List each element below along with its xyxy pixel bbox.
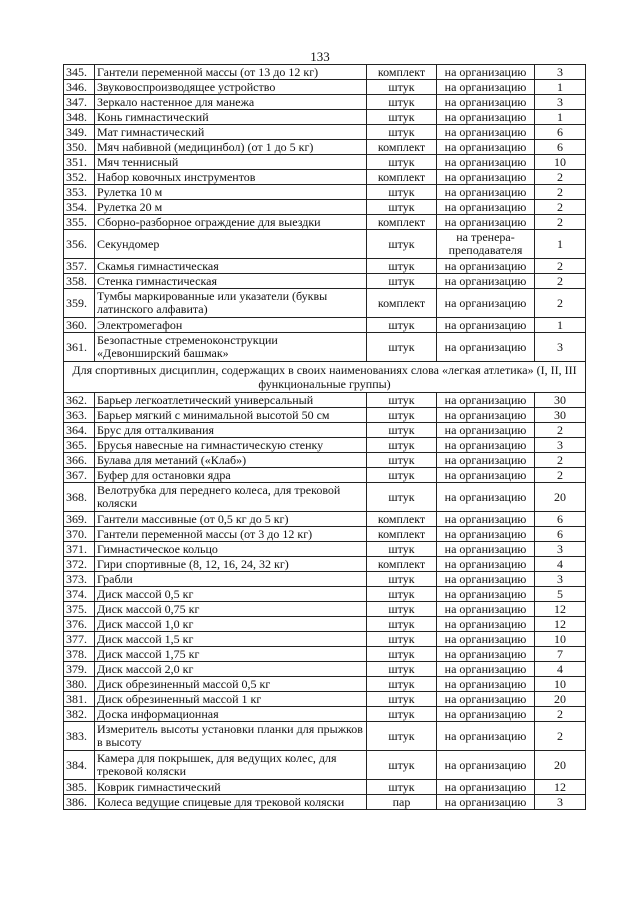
item-name-cell: Зеркало настенное для манежа (95, 95, 367, 110)
table-row (64, 707, 586, 722)
quantity-cell: 12 (535, 617, 586, 632)
quantity-cell: 2 (535, 453, 586, 468)
allocation-cell: на организацию (437, 140, 535, 155)
table-row (64, 512, 586, 527)
quantity-cell: 1 (535, 318, 586, 333)
table-row (64, 647, 586, 662)
table-row (64, 200, 586, 215)
item-name-cell: Гири спортивные (8, 12, 16, 24, 32 кг) (95, 557, 367, 572)
allocation-cell: на организацию (437, 557, 535, 572)
quantity-cell: 30 (535, 408, 586, 423)
allocation-cell: на организацию (437, 170, 535, 185)
quantity-cell: 10 (535, 632, 586, 647)
row-number-cell: 373. (64, 572, 95, 587)
allocation-cell: на организацию (437, 200, 535, 215)
item-name-cell: Мат гимнастический (95, 125, 367, 140)
quantity-cell: 2 (535, 707, 586, 722)
allocation-cell: на организацию (437, 780, 535, 795)
quantity-cell: 3 (535, 795, 586, 810)
allocation-cell: на организацию (437, 215, 535, 230)
table-row (64, 483, 586, 512)
table-row (64, 289, 586, 318)
unit-cell: штук (367, 333, 437, 362)
unit-cell: штук (367, 259, 437, 274)
unit-cell: штук (367, 80, 437, 95)
item-name-cell: Диск массой 0,5 кг (95, 587, 367, 602)
unit-cell: штук (367, 468, 437, 483)
row-number-cell: 353. (64, 185, 95, 200)
table-row (64, 632, 586, 647)
unit-cell: комплект (367, 140, 437, 155)
item-name-cell: Измеритель высоты установки планки для прыжков в высоту (95, 722, 367, 751)
item-name-cell: Тумбы маркированные или указатели (буквы латинского алфавита) (95, 289, 367, 318)
allocation-cell: на организацию (437, 95, 535, 110)
allocation-cell: на организацию (437, 795, 535, 810)
item-name-cell: Рулетка 20 м (95, 200, 367, 215)
table-row (64, 230, 586, 259)
allocation-cell: на организацию (437, 483, 535, 512)
row-number-cell: 350. (64, 140, 95, 155)
item-name-cell: Набор ковочных инструментов (95, 170, 367, 185)
allocation-cell: на организацию (437, 572, 535, 587)
table-body-a (64, 65, 586, 362)
item-name-cell: Доска информационная (95, 707, 367, 722)
allocation-cell: на организацию (437, 408, 535, 423)
quantity-cell: 2 (535, 423, 586, 438)
item-name-cell: Безопастные стременоконструкции «Девонширский башмак» (95, 333, 367, 362)
allocation-cell: на организацию (437, 438, 535, 453)
unit-cell: штук (367, 617, 437, 632)
row-number-cell: 368. (64, 483, 95, 512)
quantity-cell: 2 (535, 468, 586, 483)
row-number-cell: 374. (64, 587, 95, 602)
unit-cell: штук (367, 662, 437, 677)
row-number-cell: 345. (64, 65, 95, 80)
quantity-cell: 2 (535, 185, 586, 200)
allocation-cell: на организацию (437, 632, 535, 647)
unit-cell: штук (367, 95, 437, 110)
table-row (64, 274, 586, 289)
unit-cell: комплект (367, 527, 437, 542)
row-number-cell: 372. (64, 557, 95, 572)
item-name-cell: Стенка гимнастическая (95, 274, 367, 289)
table-row (64, 527, 586, 542)
item-name-cell: Конь гимнастический (95, 110, 367, 125)
unit-cell: штук (367, 185, 437, 200)
item-name-cell: Диск массой 2,0 кг (95, 662, 367, 677)
row-number-cell: 355. (64, 215, 95, 230)
quantity-cell: 6 (535, 512, 586, 527)
row-number-cell: 348. (64, 110, 95, 125)
quantity-cell: 2 (535, 722, 586, 751)
row-number-cell: 364. (64, 423, 95, 438)
row-number-cell: 370. (64, 527, 95, 542)
table-row (64, 780, 586, 795)
unit-cell: штук (367, 722, 437, 751)
unit-cell: штук (367, 587, 437, 602)
table-row (64, 155, 586, 170)
quantity-cell: 2 (535, 274, 586, 289)
row-number-cell: 385. (64, 780, 95, 795)
row-number-cell: 378. (64, 647, 95, 662)
table-row (64, 677, 586, 692)
row-number-cell: 354. (64, 200, 95, 215)
section-header-body (64, 362, 586, 393)
allocation-cell: на организацию (437, 274, 535, 289)
allocation-cell: на организацию (437, 155, 535, 170)
unit-cell: штук (367, 453, 437, 468)
quantity-cell: 4 (535, 662, 586, 677)
unit-cell: штук (367, 483, 437, 512)
item-name-cell: Диск обрезиненный массой 0,5 кг (95, 677, 367, 692)
allocation-cell: на организацию (437, 647, 535, 662)
table-row (64, 393, 586, 408)
unit-cell: штук (367, 780, 437, 795)
row-number-cell: 357. (64, 259, 95, 274)
item-name-cell: Барьер мягкий с минимальной высотой 50 см (95, 408, 367, 423)
allocation-cell: на организацию (437, 722, 535, 751)
unit-cell: штук (367, 110, 437, 125)
quantity-cell: 2 (535, 289, 586, 318)
item-name-cell: Секундомер (95, 230, 367, 259)
quantity-cell: 2 (535, 259, 586, 274)
allocation-cell: на организацию (437, 110, 535, 125)
table-row (64, 662, 586, 677)
row-number-cell: 386. (64, 795, 95, 810)
quantity-cell: 6 (535, 125, 586, 140)
allocation-cell: на организацию (437, 185, 535, 200)
allocation-cell: на организацию (437, 662, 535, 677)
item-name-cell: Велотрубка для переднего колеса, для трековой коляски (95, 483, 367, 512)
allocation-cell: на организацию (437, 259, 535, 274)
row-number-cell: 359. (64, 289, 95, 318)
unit-cell: пар (367, 795, 437, 810)
row-number-cell: 361. (64, 333, 95, 362)
table-row (64, 453, 586, 468)
quantity-cell: 4 (535, 557, 586, 572)
quantity-cell: 3 (535, 95, 586, 110)
row-number-cell: 349. (64, 125, 95, 140)
allocation-cell: на организацию (437, 692, 535, 707)
item-name-cell: Булава для метаний («Клаб») (95, 453, 367, 468)
allocation-cell: на организацию (437, 602, 535, 617)
item-name-cell: Скамья гимнастическая (95, 259, 367, 274)
row-number-cell: 365. (64, 438, 95, 453)
table-row (64, 170, 586, 185)
quantity-cell: 1 (535, 110, 586, 125)
quantity-cell: 30 (535, 393, 586, 408)
quantity-cell: 20 (535, 483, 586, 512)
table-row (64, 572, 586, 587)
allocation-cell: на организацию (437, 393, 535, 408)
allocation-cell: на организацию (437, 65, 535, 80)
unit-cell: штук (367, 707, 437, 722)
unit-cell: штук (367, 318, 437, 333)
table-row (64, 722, 586, 751)
row-number-cell: 363. (64, 408, 95, 423)
item-name-cell: Диск массой 1,75 кг (95, 647, 367, 662)
table-row (64, 140, 586, 155)
unit-cell: штук (367, 274, 437, 289)
row-number-cell: 352. (64, 170, 95, 185)
unit-cell: комплект (367, 170, 437, 185)
allocation-cell: на организацию (437, 542, 535, 557)
unit-cell: комплект (367, 289, 437, 318)
table-row (64, 617, 586, 632)
item-name-cell: Колеса ведущие спицевые для трековой коляски (95, 795, 367, 810)
table-row (64, 602, 586, 617)
quantity-cell: 1 (535, 80, 586, 95)
row-number-cell: 347. (64, 95, 95, 110)
table-row (64, 438, 586, 453)
quantity-cell: 2 (535, 200, 586, 215)
equipment-table (63, 64, 586, 810)
table-row (64, 542, 586, 557)
page-number: 133 (310, 49, 330, 64)
unit-cell: комплект (367, 215, 437, 230)
table-row (64, 692, 586, 707)
row-number-cell: 383. (64, 722, 95, 751)
unit-cell: штук (367, 155, 437, 170)
table-row (64, 259, 586, 274)
allocation-cell: на организацию (437, 707, 535, 722)
item-name-cell: Гантели массивные (от 0,5 кг до 5 кг) (95, 512, 367, 527)
item-name-cell: Гантели переменной массы (от 3 до 12 кг) (95, 527, 367, 542)
allocation-cell: на организацию (437, 677, 535, 692)
row-number-cell: 379. (64, 662, 95, 677)
allocation-cell: на организацию (437, 751, 535, 780)
item-name-cell: Гантели переменной массы (от 13 до 12 кг) (95, 65, 367, 80)
row-number-cell: 371. (64, 542, 95, 557)
table-row (64, 215, 586, 230)
unit-cell: комплект (367, 512, 437, 527)
table-row (64, 423, 586, 438)
allocation-cell: на организацию (437, 453, 535, 468)
row-number-cell: 376. (64, 617, 95, 632)
item-name-cell: Мяч теннисный (95, 155, 367, 170)
row-number-cell: 382. (64, 707, 95, 722)
unit-cell: штук (367, 200, 437, 215)
unit-cell: штук (367, 230, 437, 259)
table-row (64, 110, 586, 125)
quantity-cell: 3 (535, 438, 586, 453)
row-number-cell: 380. (64, 677, 95, 692)
table-row (64, 333, 586, 362)
item-name-cell: Сборно-разборное ограждение для выездки (95, 215, 367, 230)
section-title: Для спортивных дисциплин, содержащих в своих наименованиях слова «легкая атлетика» (I, II, III функциональные группы) (64, 362, 586, 393)
allocation-cell: на организацию (437, 617, 535, 632)
table-row (64, 795, 586, 810)
allocation-cell: на организацию (437, 527, 535, 542)
item-name-cell: Грабли (95, 572, 367, 587)
unit-cell: штук (367, 751, 437, 780)
unit-cell: штук (367, 423, 437, 438)
row-number-cell: 362. (64, 393, 95, 408)
item-name-cell: Диск массой 1,5 кг (95, 632, 367, 647)
item-name-cell: Электромегафон (95, 318, 367, 333)
unit-cell: штук (367, 542, 437, 557)
quantity-cell: 12 (535, 780, 586, 795)
table-body-b (64, 393, 586, 810)
unit-cell: штук (367, 647, 437, 662)
table-row (64, 408, 586, 423)
item-name-cell: Коврик гимнастический (95, 780, 367, 795)
unit-cell: штук (367, 125, 437, 140)
item-name-cell: Гимнастическое кольцо (95, 542, 367, 557)
unit-cell: штук (367, 438, 437, 453)
table-row (64, 587, 586, 602)
item-name-cell: Брусья навесные на гимнастическую стенку (95, 438, 367, 453)
section-header-row (64, 362, 586, 393)
unit-cell: комплект (367, 557, 437, 572)
quantity-cell: 3 (535, 333, 586, 362)
quantity-cell: 10 (535, 677, 586, 692)
row-number-cell: 367. (64, 468, 95, 483)
unit-cell: комплект (367, 65, 437, 80)
row-number-cell: 346. (64, 80, 95, 95)
row-number-cell: 351. (64, 155, 95, 170)
quantity-cell: 7 (535, 647, 586, 662)
quantity-cell: 12 (535, 602, 586, 617)
row-number-cell: 384. (64, 751, 95, 780)
quantity-cell: 3 (535, 572, 586, 587)
quantity-cell: 20 (535, 751, 586, 780)
item-name-cell: Брус для отталкивания (95, 423, 367, 438)
quantity-cell: 2 (535, 215, 586, 230)
table-row (64, 95, 586, 110)
unit-cell: штук (367, 692, 437, 707)
table-row (64, 185, 586, 200)
item-name-cell: Рулетка 10 м (95, 185, 367, 200)
row-number-cell: 366. (64, 453, 95, 468)
table-row (64, 125, 586, 140)
allocation-cell: на организацию (437, 333, 535, 362)
item-name-cell: Мяч набивной (медицинбол) (от 1 до 5 кг) (95, 140, 367, 155)
item-name-cell: Звуковоспроизводящее устройство (95, 80, 367, 95)
row-number-cell: 381. (64, 692, 95, 707)
item-name-cell: Диск обрезиненный массой 1 кг (95, 692, 367, 707)
allocation-cell: на организацию (437, 468, 535, 483)
table-row (64, 80, 586, 95)
unit-cell: штук (367, 408, 437, 423)
allocation-cell: на организацию (437, 125, 535, 140)
allocation-cell: на организацию (437, 512, 535, 527)
item-name-cell: Диск массой 0,75 кг (95, 602, 367, 617)
unit-cell: штук (367, 632, 437, 647)
quantity-cell: 3 (535, 542, 586, 557)
allocation-cell: на организацию (437, 318, 535, 333)
table-row (64, 557, 586, 572)
allocation-cell: на организацию (437, 423, 535, 438)
row-number-cell: 356. (64, 230, 95, 259)
row-number-cell: 369. (64, 512, 95, 527)
quantity-cell: 6 (535, 140, 586, 155)
quantity-cell: 20 (535, 692, 586, 707)
allocation-cell: на организацию (437, 80, 535, 95)
quantity-cell: 2 (535, 170, 586, 185)
row-number-cell: 360. (64, 318, 95, 333)
unit-cell: штук (367, 393, 437, 408)
quantity-cell: 6 (535, 527, 586, 542)
row-number-cell: 375. (64, 602, 95, 617)
quantity-cell: 10 (535, 155, 586, 170)
row-number-cell: 377. (64, 632, 95, 647)
quantity-cell: 3 (535, 65, 586, 80)
unit-cell: штук (367, 677, 437, 692)
row-number-cell: 358. (64, 274, 95, 289)
table-row (64, 751, 586, 780)
allocation-cell: на тренера-преподавателя (437, 230, 535, 259)
item-name-cell: Камера для покрышек, для ведущих колес, для трековой коляски (95, 751, 367, 780)
item-name-cell: Барьер легкоатлетический универсальный (95, 393, 367, 408)
table-row (64, 65, 586, 80)
item-name-cell: Диск массой 1,0 кг (95, 617, 367, 632)
table-row (64, 468, 586, 483)
item-name-cell: Буфер для остановки ядра (95, 468, 367, 483)
unit-cell: штук (367, 602, 437, 617)
allocation-cell: на организацию (437, 289, 535, 318)
unit-cell: штук (367, 572, 437, 587)
quantity-cell: 5 (535, 587, 586, 602)
table-row (64, 318, 586, 333)
allocation-cell: на организацию (437, 587, 535, 602)
quantity-cell: 1 (535, 230, 586, 259)
